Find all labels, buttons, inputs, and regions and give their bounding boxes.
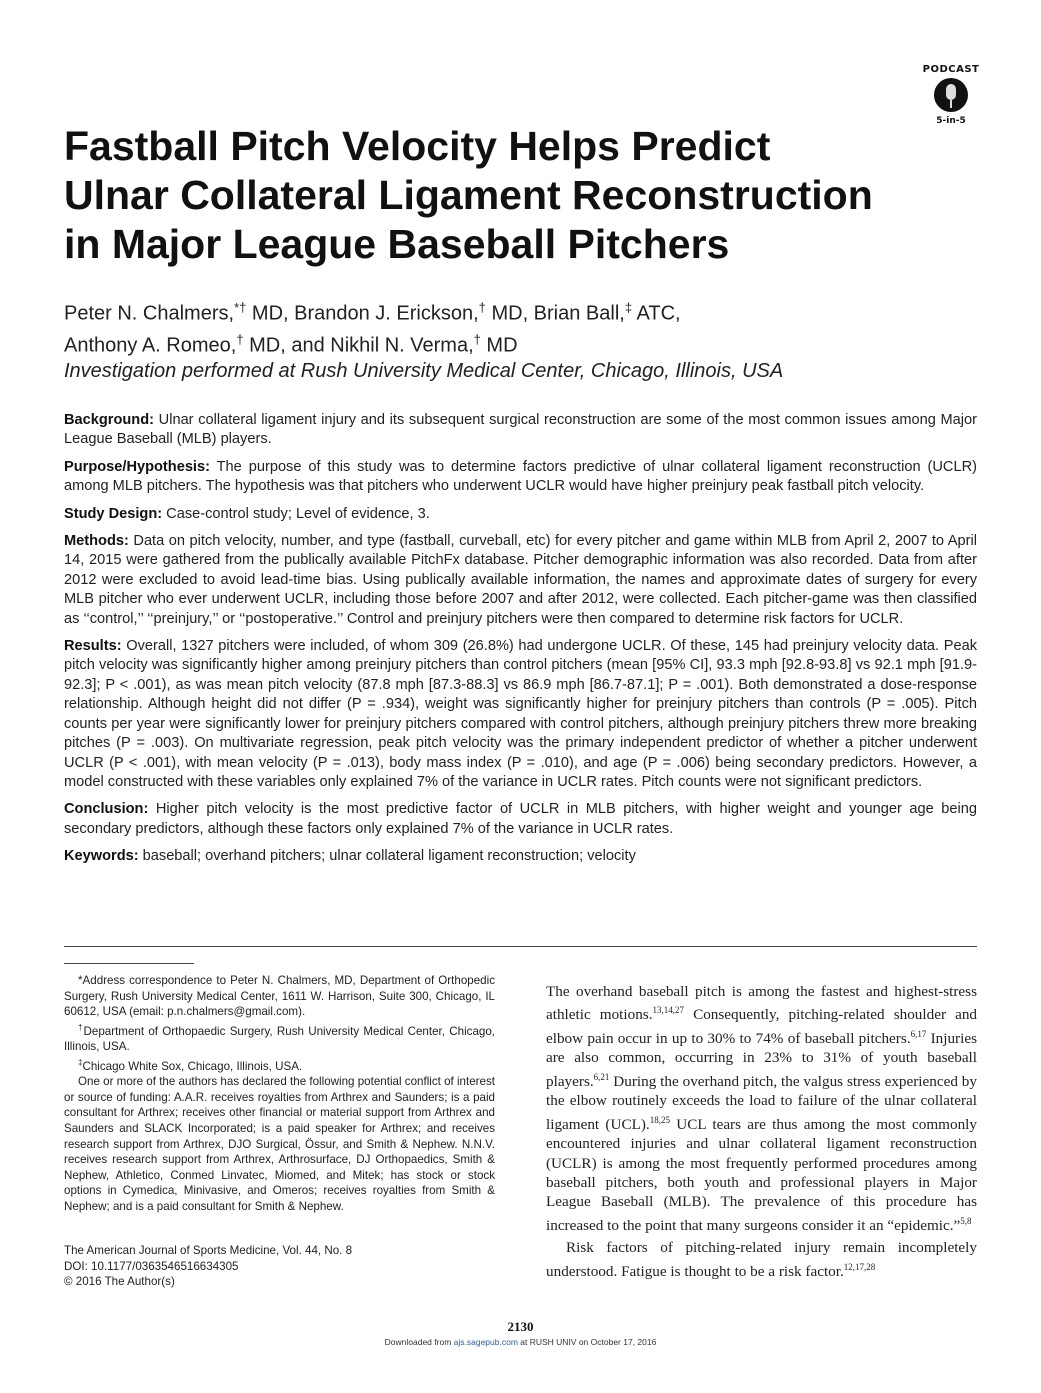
footnote-affiliation-1: †Department of Orthopaedic Surgery, Rush University Medical Center, Chicago, Illinois, USA. <box>64 1022 496 1054</box>
abstract-study-design: Study Design: Case-control study; Level of evidence, 3. <box>64 505 430 522</box>
journal-name: The American Journal of Sports Medicine, Vol. 44, No. 8 <box>64 1244 353 1257</box>
article-title <box>64 122 964 269</box>
abstract <box>64 411 977 875</box>
body-paragraph-2: Risk factors of pitching-related injury remain incompletely understood. Fatigue is thought to be a risk factor.$^{12,17,28}$ <box>546 1239 977 1280</box>
podcast-badge-sublabel: 5-in-5 <box>936 116 966 126</box>
author-line-2: Anthony A. Romeo,† MD, and Nikhil N. Verma,† MD <box>64 331 518 357</box>
footnote-affiliation-2: ‡Chicago White Sox, Chicago, Illinois, USA. <box>78 1057 303 1073</box>
title-line-1: Fastball Pitch Velocity Helps Predict <box>64 123 771 169</box>
abstract-results: Results: Overall, 1327 pitchers were included, of whom 309 (26.8%) had undergone UCLR. Of these, 145 had preinjury velocity data. Peak pitch velocity was significantly higher among preinjury pitchers than control pitchers (mean [95% CI], 93.3 mph [92.8-93.8] vs 92.1 mph [91.9-92.3]; P < .001), as was mean pitch velocity (87.8 mph [87.3-88.3] vs 86.9 mph [86.7-87.1]; P = .001). Both demonstrated a dose-response relationship. Although height did not differ (P = .934), weight was significantly higher for preinjury pitchers than controls (P = .005). Pitch counts per year were significantly lower for preinjury pitchers compared with control pitchers, although preinjury pitchers threw more breaking pitches (P = .003). On multivariate regression, peak pitch velocity was the primary independent predictor of whether a pitcher underwent UCLR (P < .001), with mean velocity (P = .013), body mass index (P = .010), and age (P = .006) being secondary predictors. However, a model constructed with these variables only explained 7% of the variance in UCLR rates. Pitch counts were not significant predictors. <box>64 638 977 790</box>
page-number: 2130 <box>507 1319 534 1334</box>
journal-doi: DOI: 10.1177/0363546516634305 <box>64 1259 239 1273</box>
title-line-2: Ulnar Collateral Ligament Reconstruction <box>64 172 873 218</box>
title-line-3: in Major League Baseball Pitchers <box>64 221 730 267</box>
footnote-correspondence: *Address correspondence to Peter N. Chalmers, MD, Department of Orthopedic Surgery, Rush University Medical Center, 1611 W. Harrison, Suite 300, Chicago, IL 60612, USA (email: p.n.chalmers@gmail.com). <box>64 974 495 1019</box>
footnotes <box>64 973 495 1215</box>
institution-line: Investigation performed at Rush University Medical Center, Chicago, Illinois, USA <box>64 360 784 383</box>
abstract-purpose: Purpose/Hypothesis: The purpose of this study was to determine factors predictive of ulnar collateral ligament reconstruction (UCLR) among MLB pitchers. The hypothesis was that pitchers who underwent UCLR would have higher preinjury peak fastball pitch velocity. <box>64 458 977 495</box>
abstract-conclusion: Conclusion: Higher pitch velocity is the most predictive factor of UCLR in MLB pitchers, with higher weight and younger age being secondary predictors, although these factors only explained 7% of the variance in UCLR rates. <box>64 801 977 837</box>
download-notice: Downloaded from ajs.sagepub.com at RUSH UNIV on October 17, 2016 <box>384 1337 657 1347</box>
abstract-background: Background: Ulnar collateral ligament injury and its subsequent surgical reconstruction are some of the most common issues among Major League Baseball (MLB) players. <box>64 412 977 448</box>
abstract-methods: Methods: Data on pitch velocity, number, and type (fastball, curveball, etc) for every pitcher and game within MLB from April 2, 2007 to April 14, 2015 were gathered from the publically available PitchFx database. Pitcher demographic information was also recorded. Data from after 2012 were excluded to avoid lead-time bias. Using publically available information, the names and approximate dates of surgery for every MLB pitcher who ever underwent UCLR, including those before 2007 and after 2012, were collected. Each pitcher-game was then classified as ‘‘control,’’ ‘‘preinjury,’’ or ‘‘postoperative.’’ Control and preinjury pitchers were then compared to determine risk factors for UCLR. <box>64 533 977 627</box>
abstract-divider <box>64 946 977 947</box>
body-paragraph-1: The overhand baseball pitch is among the fastest and highest-stress athletic motions.$^{13,14,27}$ Consequently, pitching-related shoulder and elbow pain occur in up to 30% to 74% of baseball pitchers.$^{6,17}$ Injuries are also common, occurring in 23% to 31% of youth baseball players.$^{6,21}$ During the overhand pitch, the valgus stress experienced by the elbow routinely exceeds the load to failure of the ulnar collateral ligament (UCL).$^{18,25}$ UCL tears are thus among the most commonly encountered injuries and ulnar collateral ligament reconstruction (UCLR) is among the most frequently performed procedures among baseball pitchers, both youth and professional players in Major League Baseball (MLB). The prevalence of this procedure has increased to the point that many surgeons consider it an “epidemic.”$^{5,8}$ <box>546 983 978 1234</box>
sagepub-link[interactable]: ajs.sagepub.com <box>453 1337 518 1347</box>
body-text <box>546 982 977 1281</box>
podcast-badge-label: PODCAST <box>922 64 980 75</box>
abstract-keywords: Keywords: baseball; overhand pitchers; ulnar collateral ligament reconstruction; velocity <box>64 848 636 865</box>
footnote-conflict-of-interest: One or more of the authors has declared the following potential conflict of interest or source of funding: A.A.R. receives royalties from Arthrex and Saunders; is a paid consultant for Arthrex; receives other financial or material support from Arthrex and Saunders and SLACK Incorporated; is a paid speaker for Arthrex; and receives research support from Arthrex, DJO Surgical, Össur, and Smith & Nephew. N.N.V. receives research support from Arthrex, Arthrosurface, DJ Orthopaedics, Smith & Nephew, Athletico, Conmed Linvatec, Miomed, and Mitek; has stock or stock options in Cymedica, Minivasive, and Omeros; receives royalties from Smith & Nephew; and is a paid consultant for Smith & Nephew. <box>64 1075 495 1214</box>
journal-citation <box>64 1243 495 1290</box>
author-block <box>64 295 964 384</box>
footnote-divider <box>64 963 194 964</box>
author-line-1: Peter N. Chalmers,*† MD, Brandon J. Erickson,† MD, Brian Ball,‡ ATC, <box>64 300 681 325</box>
microphone-icon <box>934 78 968 112</box>
journal-copyright: © 2016 The Author(s) <box>64 1275 175 1289</box>
